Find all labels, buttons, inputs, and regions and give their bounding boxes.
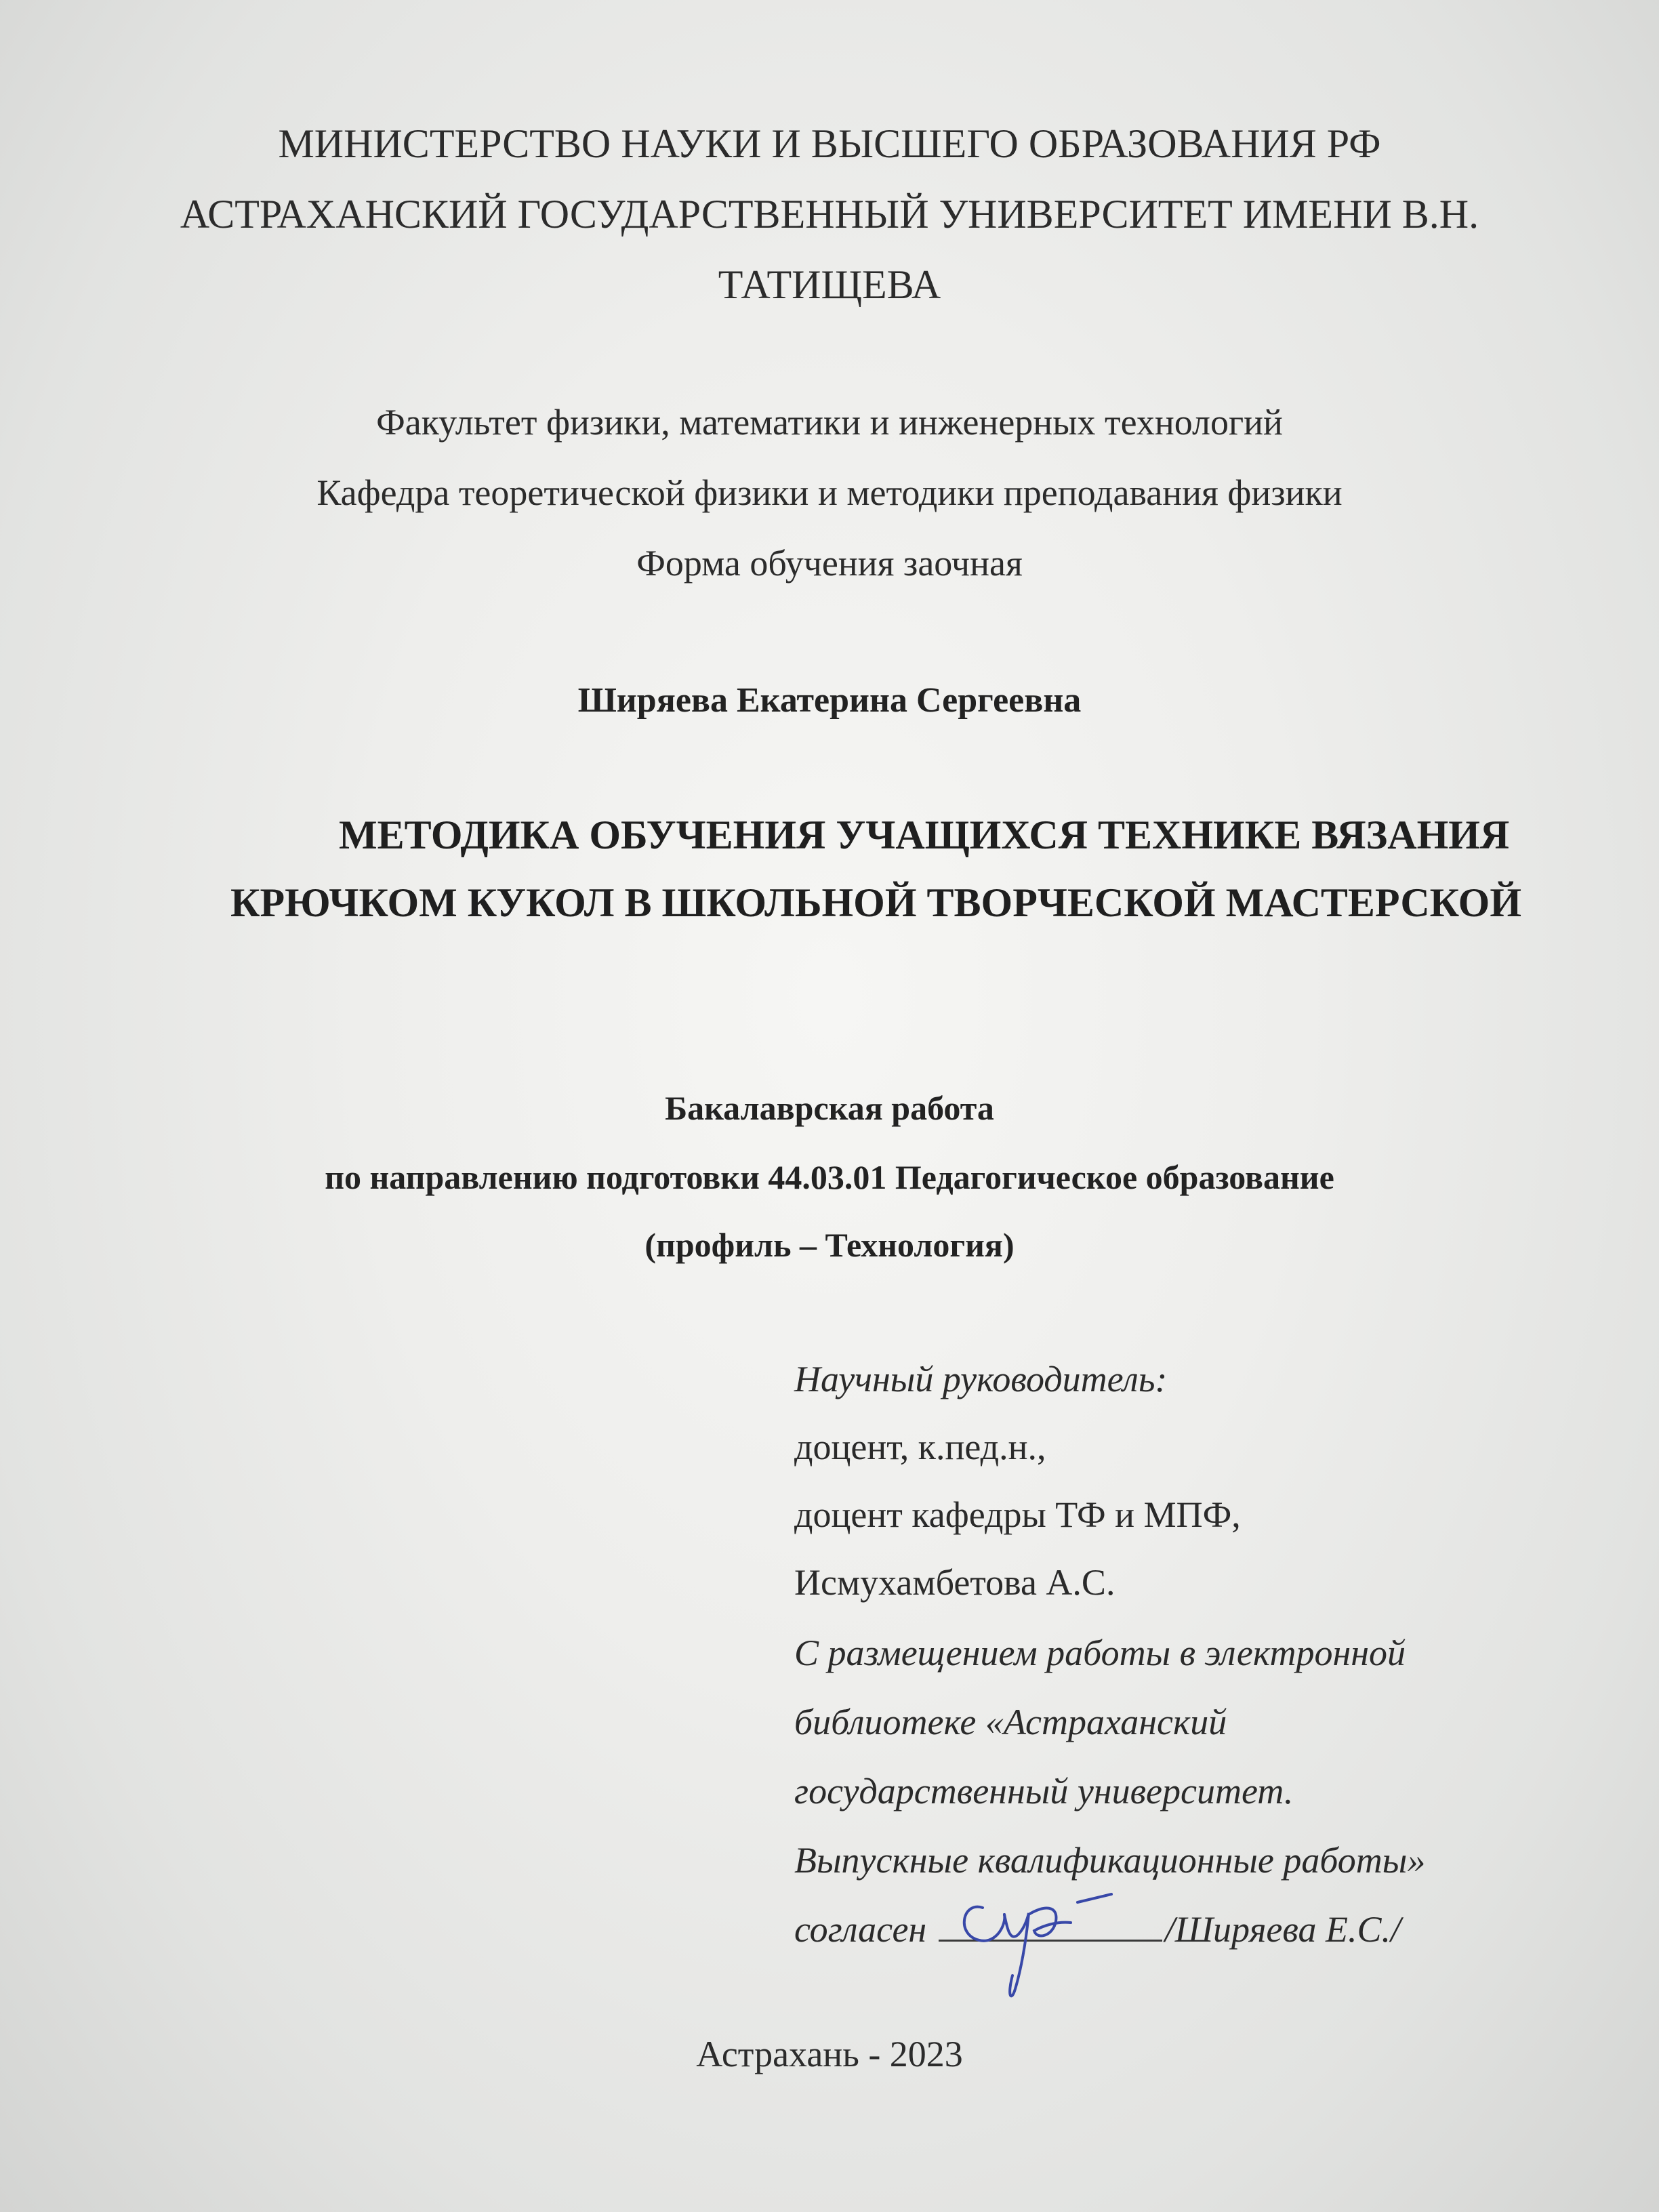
university-name-line2: ТАТИЩЕВА — [718, 262, 941, 307]
work-type: Бакалаврская работа — [665, 1089, 994, 1127]
handwritten-signature — [942, 1860, 1145, 2003]
university-name-line1: АСТРАХАНСКИЙ ГОСУДАРСТВЕННЫЙ УНИВЕРСИТЕТ ИМЕНИ В.Н. — [180, 192, 1479, 237]
ministry-heading: МИНИСТЕРСТВО НАУКИ И ВЫСШЕГО ОБРАЗОВАНИЯ РФ — [278, 121, 1381, 166]
consent-line1: С размещением работы в электронной — [794, 1633, 1406, 1673]
supervisor-label: Научный руководитель: — [794, 1359, 1168, 1399]
supervisor-position: доцент кафедры ТФ и МПФ, — [794, 1494, 1241, 1535]
consent-line4: Выпускные квалификационные работы» — [794, 1840, 1426, 1881]
signature-name: /Ширяева Е.С./ — [1164, 1909, 1401, 1950]
study-form: Форма обучения заочная — [636, 543, 1023, 583]
study-profile: (профиль – Технология) — [644, 1226, 1015, 1264]
thesis-title-line2: КРЮЧКОМ КУКОЛ В ШКОЛЬНОЙ ТВОРЧЕСКОЙ МАСТЕРСКОЙ — [230, 880, 1521, 925]
thesis-title-line1: МЕТОДИКА ОБУЧЕНИЯ УЧАЩИХСЯ ТЕХНИКЕ ВЯЗАНИЯ — [339, 813, 1510, 857]
supervisor-degree: доцент, к.пед.н., — [794, 1427, 1046, 1467]
consent-line3: государственный университет. — [794, 1771, 1294, 1811]
consent-agree-word: согласен — [794, 1909, 927, 1950]
author-name: Ширяева Екатерина Сергеевна — [577, 681, 1082, 720]
supervisor-name: Исмухамбетова А.С. — [794, 1562, 1115, 1603]
consent-line2: библиотеке «Астраханский — [794, 1702, 1227, 1742]
study-direction: по направлению подготовки 44.03.01 Педагогическое образование — [325, 1158, 1334, 1196]
faculty-name: Факультет физики, математики и инженерных технологий — [376, 402, 1283, 443]
department-name: Кафедра теоретической физики и методики преподавания физики — [316, 472, 1343, 513]
city-year: Астрахань - 2023 — [696, 2034, 963, 2074]
